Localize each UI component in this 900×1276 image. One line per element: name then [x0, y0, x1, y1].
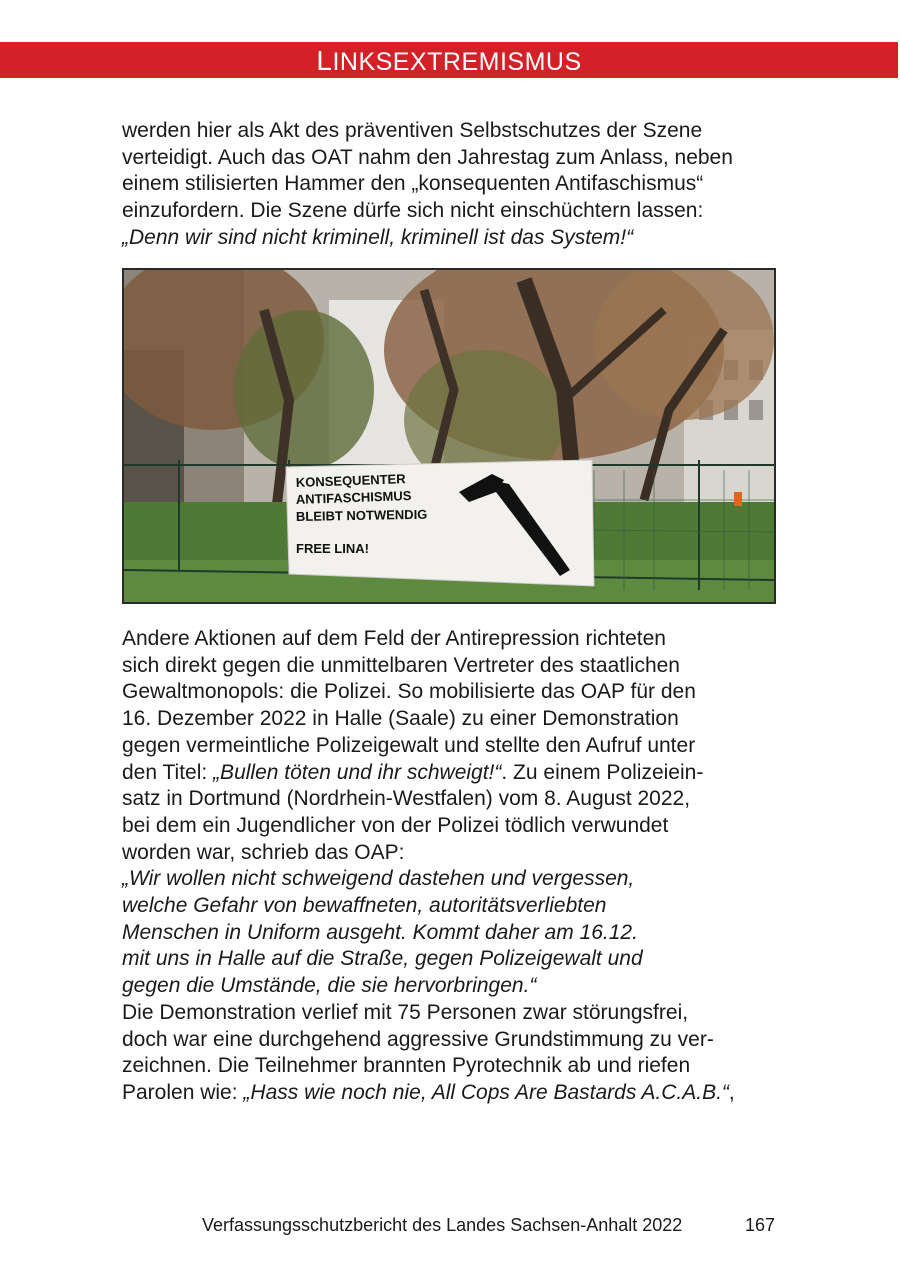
text-line: 16. Dezember 2022 in Halle (Saale) zu einer Demonstration: [122, 707, 679, 731]
text-segment: Parolen wie:: [122, 1080, 244, 1104]
text-line: worden war, schrieb das OAP:: [122, 840, 405, 864]
banner-photo-illustration: [124, 270, 774, 602]
block-quote-line: Menschen in Uniform ausgeht. Kommt daher am 16.12.: [122, 920, 638, 944]
block-quote-line: gegen die Umstände, die sie hervorbringen.“: [122, 974, 537, 998]
chapter-title-initial: L: [316, 45, 333, 76]
banner-text-line2: ANTIFASCHISMUS: [295, 487, 412, 507]
text-segment: . Zu einem Polizeiein-: [501, 760, 704, 784]
block-quote-line: „Wir wollen nicht schweigend dastehen und vergessen,: [122, 867, 635, 891]
block-quote-line: welche Gefahr von bewaffneten, autoritätsverliebten: [122, 894, 607, 918]
text-line: Gewaltmonopols: die Polizei. So mobilisierte das OAP für den: [122, 680, 696, 704]
block-quote-line: mit uns in Halle auf die Straße, gegen Polizeigewalt und: [122, 947, 643, 971]
text-line: sich direkt gegen die unmittelbaren Vertreter des staatlichen: [122, 653, 680, 677]
text-line: satz in Dortmund (Nordrhein-Westfalen) vom 8. August 2022,: [122, 787, 691, 811]
text-line: einem stilisierten Hammer den „konsequenten Antifaschismus“: [122, 172, 704, 196]
footer-source: Verfassungsschutzbericht des Landes Sachsen-Anhalt 2022: [202, 1215, 683, 1235]
text-line: bei dem ein Jugendlicher von der Polizei tödlich verwundet: [122, 813, 669, 837]
quote-slogan: „Hass wie noch nie, All Cops Are Bastards A.C.A.B.“: [243, 1080, 729, 1104]
text-line: Die Demonstration verlief mit 75 Personen zwar störungsfrei,: [122, 1000, 689, 1024]
intro-paragraph: [122, 118, 782, 252]
text-line: einzufordern. Die Szene dürfe sich nicht einschüchtern lassen:: [122, 199, 704, 223]
antirepression-paragraph: [122, 626, 782, 1107]
page-number: 167: [745, 1215, 776, 1235]
text-line: [122, 760, 782, 787]
quote-title: „Bullen töten und ihr schweigt!“: [213, 760, 502, 784]
text-segment: den Titel:: [122, 760, 214, 784]
text-line: zeichnen. Die Teilnehmer brannten Pyrotechnik ab und riefen: [122, 1054, 691, 1078]
text-line: Andere Aktionen auf dem Feld der Antirepression richteten: [122, 627, 666, 650]
quote-line: [122, 225, 782, 252]
quote-text: „Denn wir sind nicht kriminell, kriminell ist das System!“: [122, 225, 634, 249]
banner-photo: [122, 268, 776, 604]
chapter-title: [0, 42, 898, 78]
text-segment: ,: [728, 1080, 735, 1104]
text-line: gegen vermeintliche Polizeigewalt und stellte den Aufruf unter: [122, 733, 696, 757]
text-line: verteidigt. Auch das OAT nahm den Jahrestag zum Anlass, neben: [122, 145, 733, 169]
banner-text-line4: FREE LINA!: [296, 541, 369, 556]
text-line: werden hier als Akt des präventiven Selbstschutzes der Szene: [122, 119, 703, 142]
text-line: [122, 1080, 782, 1107]
text-line: doch war eine durchgehend aggressive Grundstimmung zu ver-: [122, 1027, 714, 1051]
chapter-title-rest: INKSEXTREMISMUS: [332, 48, 582, 76]
banner-text-line1: KONSEQUENTER: [295, 471, 406, 490]
chapter-header-bar: [0, 42, 898, 78]
banner-text-line3: BLEIBT NOTWENDIG: [295, 506, 428, 524]
